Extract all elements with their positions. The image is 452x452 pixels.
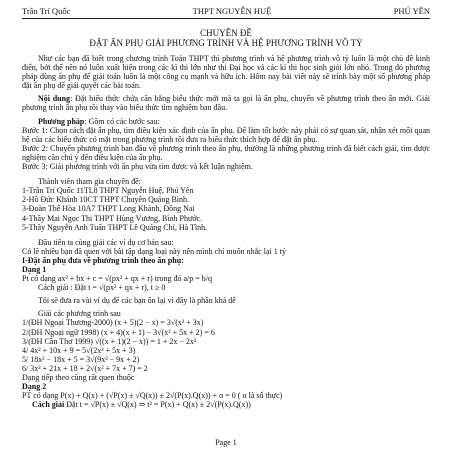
method-label: Phương pháp bbox=[38, 116, 85, 126]
method-text: : Gồm có các bước sau: bbox=[84, 116, 160, 126]
member-item: 3-Đoàn Thế Hòa 10A7 THPT Long Khánh, Đồng Nai bbox=[22, 204, 195, 214]
member-item: 5-Thầy Nguyễn Anh Tuấn THPT Lê Quảng Chí, Hà Tĩnh. bbox=[22, 222, 208, 232]
noidung-label: Nội dung bbox=[38, 94, 71, 104]
step-3: Bước 3: Giải phương trình với ẩn phụ vừa tìm được và kết luận nghiệm. bbox=[22, 162, 253, 172]
dang-2-heading bbox=[22, 382, 430, 391]
doc-title-2: ĐẶT ẨN PHỤ GIẢI PHƯƠNG TRÌNH VÀ HỆ PHƯƠNG TRÌNH VÔ TỶ bbox=[89, 38, 363, 48]
document-body bbox=[22, 22, 430, 409]
exercise-intro: Giải các phương trình sau bbox=[38, 309, 121, 319]
header-school: THPT NGUYỄN HUỆ bbox=[192, 6, 272, 16]
page-footer: Page 1 bbox=[215, 438, 237, 447]
exercise-item: 4/ 4x² + 10x + 9 = 5√(2x² + 5x + 3) bbox=[22, 345, 136, 355]
cachgiai-2-label: Cách giải bbox=[32, 400, 65, 410]
exercise-item: 6/ 3x² + 21x + 18 + 2√(x² + 7x + 7) = 2 bbox=[22, 363, 148, 373]
header-province: PHÚ YÊN bbox=[393, 6, 430, 16]
header-author: Trần Trí Quốc bbox=[22, 6, 71, 16]
exercise-item: 5/ 18x² − 18x + 5 = 3√(9x² − 9x + 2) bbox=[22, 354, 140, 364]
cachgiai-2-text: Đặt t = √P(x) ± √Q(x) ⇒ t² = P(x) + Q(x) ± 2√(P(x).Q(x)) bbox=[64, 400, 251, 410]
member-item: 4-Thầy Mai Ngọc Thi THPT Hùng Vương, Bình Phước. bbox=[22, 213, 203, 223]
members-title: Thành viên tham gia chuyên đề: bbox=[38, 177, 141, 187]
types-intro: Đầu tiên ta cùng giải các ví dụ cơ bản sau: bbox=[38, 237, 174, 247]
step-1: Bước 1: Chọn cách đặt ẩn phụ, tìm điều kiện xác định của ẩn phụ. Để làm tốt bước này phải có sự quan sát, nhận xét mối quan hệ của các biểu thức có mặt trong phương trình rồi đưa ra biểu thức thích hợp để đặt ẩn phụ. bbox=[22, 125, 430, 144]
exercise-item: 2/(ĐH Ngoại ngữ 1998) (x + 4)(x + 1) − 3√(x² + 5x + 2) = 6 bbox=[22, 327, 215, 337]
method-heading bbox=[22, 117, 430, 126]
dang-1-heading bbox=[22, 265, 430, 274]
exercise-item: 1/(ĐH Ngoại Thương-2000) (x + 5)(2 − x) = 3√(x² + 3x) bbox=[22, 318, 204, 328]
exercise-item: 3/(ĐH Cần Thơ 1999) √((x + 1)(2 − x)) = 1 + 2x − 2x² bbox=[22, 336, 197, 346]
intro-paragraph: Như các bạn đã biết trong chương trình Toán THPT thì phương trình và hệ phương trình vô tỷ luôn là một chủ đề kinh điển, bởi thế nên nó luôn xuất hiện trong các kì thi lớn như thi Đại học và các kì thi học sinh giỏi lớn nhỏ. Trong đó phương pháp dùng ẩn phụ để giải toán luôn là một công cụ mạnh và hữu ích. Hôm nay bài viết này sẽ trình bày một số phương pháp đặt ẩn phụ để giải quyết các bài toán. bbox=[22, 54, 430, 91]
dang-1-label: Dạng 1 bbox=[22, 264, 47, 274]
noidung-paragraph bbox=[22, 94, 430, 112]
member-item: 1-Trần Trí Quốc 11TL8 THPT Nguyễn Huệ, Phú Yên bbox=[22, 186, 194, 196]
dang-2-label: Dạng 2 bbox=[22, 382, 47, 392]
dang-2-solution bbox=[22, 400, 430, 409]
step-2: Bước 2: Chuyển phương trình ban đầu về phương trình theo ẩn phụ, thường là những phương trình đã biết cách giải, tìm được nghiệm cần chú ý đến điều kiện của ẩn phụ. bbox=[22, 143, 430, 162]
section-I-heading bbox=[22, 256, 430, 265]
doc-title-1: CHUYÊN ĐỀ bbox=[200, 28, 252, 38]
dang-1-solution: Cách giải : Đặt t = √(px² + qx + r), t ≥ 0 bbox=[38, 283, 166, 293]
types-note: Có lẽ nhiều bạn đã quen với bài tập dạng loại này nên mình chỉ muốn nhắc lại 1 tý bbox=[22, 246, 286, 256]
page-header bbox=[22, 6, 430, 19]
dang-1-formula: Pt có dạng ax² + bx + c = √(px² + qx + r) trong đó a/p = b/q bbox=[22, 274, 213, 284]
easy-note: Tôi sẽ đưa ra vài ví dụ để các bạn ôn lại vì đây là phần khá dễ bbox=[38, 296, 236, 306]
next-note: Dạng tiếp theo cũng rất quen thuộc bbox=[22, 373, 135, 382]
dang-2-formula: PT có dạng P(x) + Q(x) + (√P(x) ± √Q(x)) ± 2√(P(x).Q(x)) + α = 0 ( α là số thực) bbox=[22, 391, 283, 401]
noidung-text: : Đặt biểu thức chứa căn bằng biểu thức mới mà ta gọi là ẩn phụ, chuyển về phương trình theo ẩn mới. Giải phương trình ẩn phụ rồi thay vào biểu thức tìm nghiệm ban đầu. bbox=[22, 94, 430, 113]
section-I-label: I-Đặt ẩn phụ đưa về phương trình theo ẩn phụ: bbox=[22, 255, 184, 265]
member-item: 2-Hồ Đức Khánh 10CT THPT Chuyên Quảng Bình. bbox=[22, 195, 189, 205]
